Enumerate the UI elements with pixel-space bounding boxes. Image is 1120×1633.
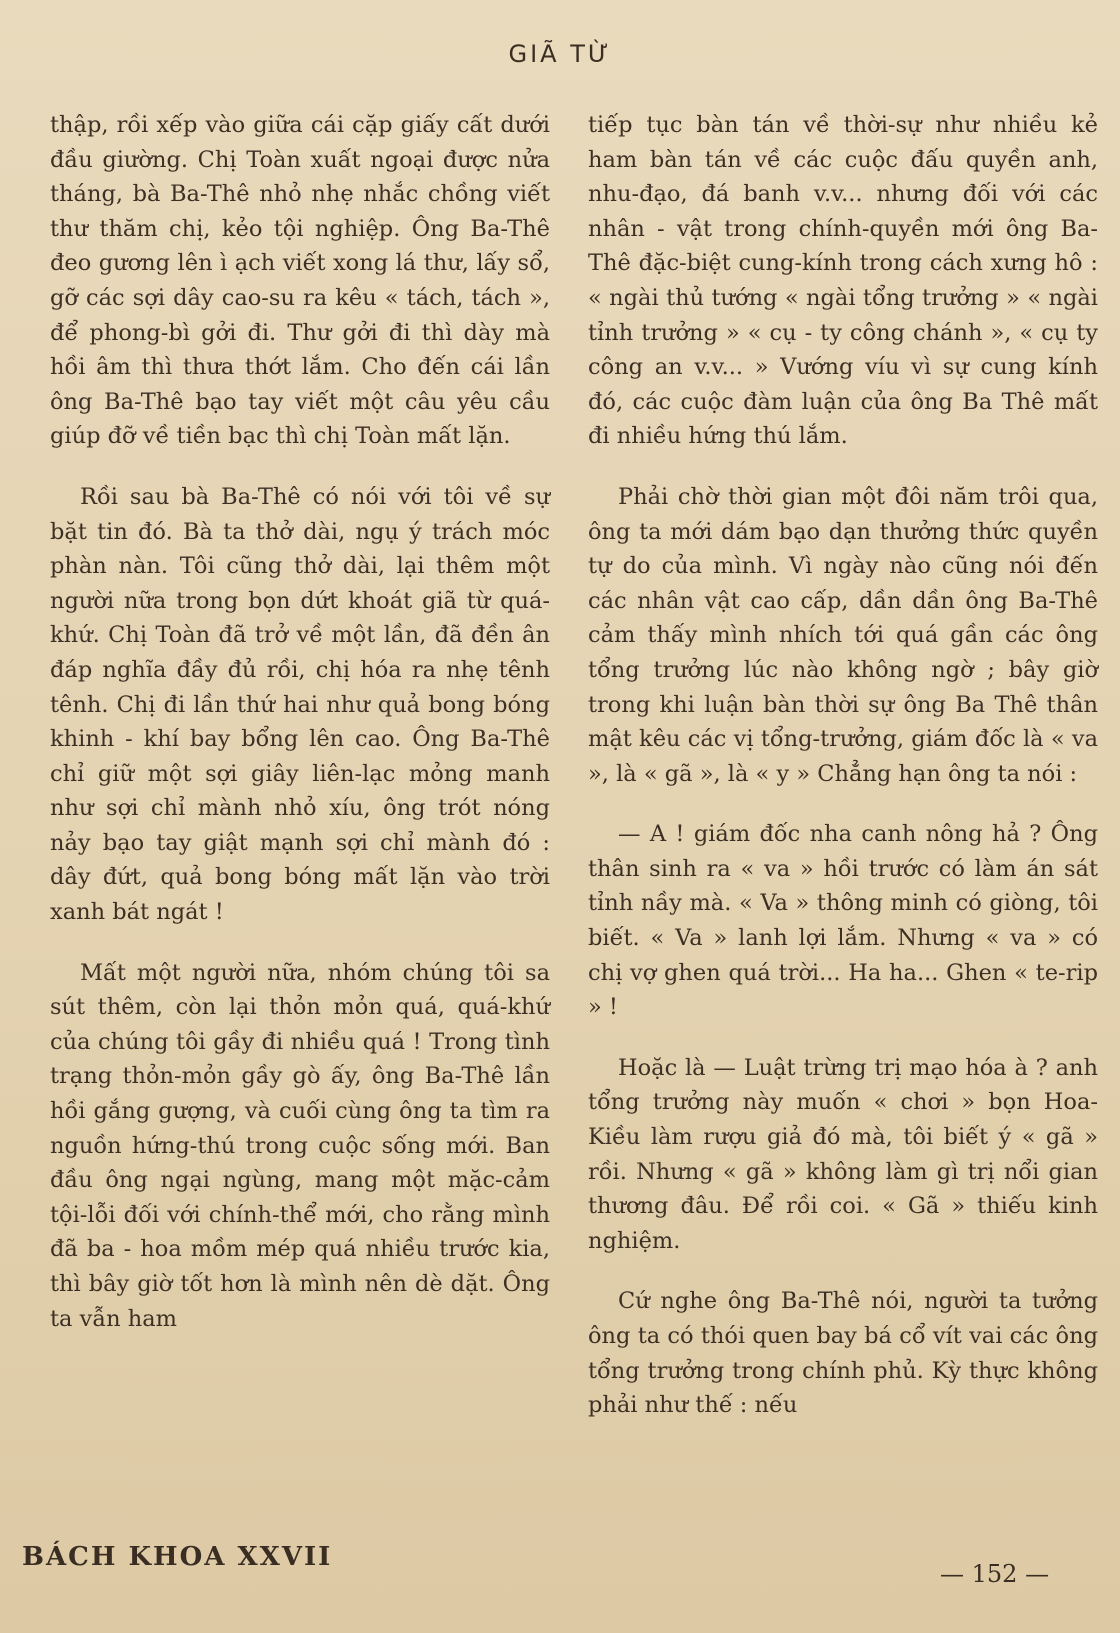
page-number: — 152 — xyxy=(940,1560,1050,1588)
paragraph: Rồi sau bà Ba-Thê có nói với tôi về sự bặt tin đó. Bà ta thở dài, ngụ ý trách móc phàn nàn. Tôi cũng thở dài, lại thêm một người nữa trong bọn dứt khoát giã từ quá-khứ. Chị Toàn đã trở về một lần, đã đền ân đáp nghĩa đầy đủ rồi, chị hóa ra nhẹ tênh tênh. Chị đi lần thứ hai như quả bong bóng khinh - khí bay bổng lên cao. Ông Ba-Thê chỉ giữ một sợi giây liên-lạc mỏng manh như sợi chỉ mành nhỏ xíu, ông trót nóng nảy bạo tay giật mạnh sợi chỉ mành đó : dây đứt, quả bong bóng mất lặn vào trời xanh bát ngát ! xyxy=(50,483,550,926)
left-column xyxy=(50,108,550,1362)
paragraph: tiếp tục bàn tán về thời-sự như nhiều kẻ ham bàn tán về các cuộc đấu quyền anh, nhu-đạo, đá banh v.v... nhưng đối với các nhân - vật trong chính-quyền mới ông Ba-Thê đặc-biệt cung-kính trong cách xưng hô : « ngài thủ tướng « ngài tổng trưởng » « ngài tỉnh trưởng » « cụ - ty công chánh », « cụ ty công an v.v... » Vướng víu vì sự cung kính đó, các cuộc đàm luận của ông Ba Thê mất đi nhiều hứng thú lắm. xyxy=(588,112,1098,450)
paragraph: — A ! giám đốc nha canh nông hả ? Ông thân sinh ra « va » hồi trước có làm án sát tỉnh nầy mà. « Va » thông minh có giòng, tôi biết. « Va » lanh lợi lắm. Nhưng « va » có chị vợ ghen quá trời... Ha ha... Ghen « te-rip » ! xyxy=(588,821,1098,1021)
paragraph: thập, rồi xếp vào giữa cái cặp giấy cất dưới đầu giường. Chị Toàn xuất ngoại được nửa tháng, bà Ba-Thê nhỏ nhẹ nhắc chồng viết thư thăm chị, kẻo tội nghiệp. Ông Ba-Thê đeo gương lên ì ạch viết xong lá thư, lấy sổ, gỡ các sợi dây cao-su ra kêu « tách, tách », để phong-bì gởi đi. Thư gởi đi thì dày mà hồi âm thì thưa thớt lắm. Cho đến cái lần ông Ba-Thê bạo tay viết một câu yêu cầu giúp đỡ về tiền bạc thì chị Toàn mất lặn. xyxy=(50,112,550,450)
paragraph: Mất một người nữa, nhóm chúng tôi sa sút thêm, còn lại thỏn mỏn quá, quá-khứ của chúng tôi gầy đi nhiều quá ! Trong tình trạng thỏn-mỏn gầy gò ấy, ông Ba-Thê lần hồi gắng gượng, và cuối cùng ông ta tìm ra nguồn hứng-thú trong cuộc sống mới. Ban đầu ông ngại ngùng, mang một mặc-cảm tội-lỗi đối với chính-thể mới, cho rằng mình đã ba - hoa mồm mép quá nhiều trước kia, thì bây giờ tốt hơn là mình nên dè dặt. Ông ta vẫn ham xyxy=(50,959,550,1332)
right-column xyxy=(588,108,1098,1449)
paragraph: Cứ nghe ông Ba-Thê nói, người ta tưởng ông ta có thói quen bay bá cổ vít vai các ông tổng trưởng trong chính phủ. Kỳ thực không phải như thế : nếu xyxy=(588,1288,1098,1419)
paragraph: Phải chờ thời gian một đôi năm trôi qua, ông ta mới dám bạo dạn thưởng thức quyền tự do của mình. Vì ngày nào cũng nói đến các nhân vật cao cấp, dần dần ông Ba-Thê cảm thấy mình nhích tới quá gần các ông tổng trưởng lúc nào không ngờ ; bây giờ trong khi luận bàn thời sự ông Ba Thê thân mật kêu các vị tổng-trưởng, giám đốc là « va », là « gã », là « y » Chẳng hạn ông ta nói : xyxy=(588,483,1098,787)
paragraph: Hoặc là — Luật trừng trị mạo hóa à ? anh tổng trưởng này muốn « chơi » bọn Hoa-Kiều làm rượu giả đó mà, tôi biết ý « gã » rồi. Nhưng « gã » không làm gì trị nổi gian thương đâu. Để rồi coi. « Gã » thiếu kinh nghiệm. xyxy=(588,1054,1098,1254)
journal-name: BÁCH KHOA XXVII xyxy=(22,1542,333,1572)
running-head: GIÃ TỪ xyxy=(508,40,612,68)
